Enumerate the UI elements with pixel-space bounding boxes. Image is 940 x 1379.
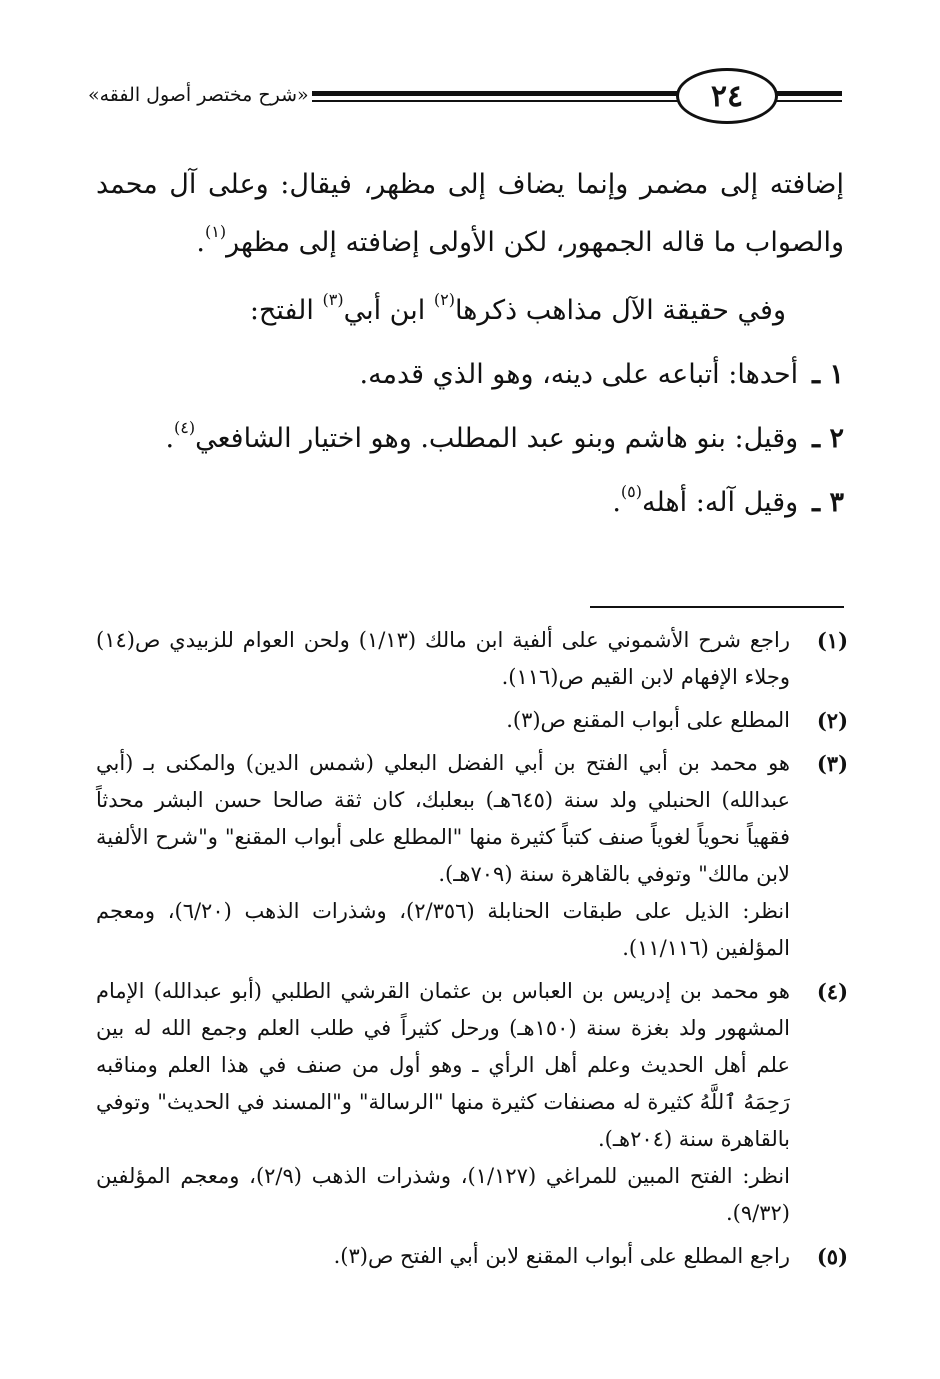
list-item-text <box>612 474 798 532</box>
footnote-1-para-1: راجع شرح الأشموني على ألفية ابن مالك (١/١٣) ولحن العوام للزبيدي ص(١٤) وجلاء الإفهام لابن القيم ص(١١٦). <box>96 628 790 689</box>
main-text <box>96 156 844 532</box>
footnote-number: (١) <box>816 628 848 653</box>
footnote-ref-1: (١) <box>205 222 227 241</box>
footnote-3-para-2: انظر: الذيل على طبقات الحنابلة (٢/٣٥٦)، وشذرات الذهب (٦/٢٠)، ومعجم المؤلفين (١١/١١٦). <box>96 899 790 960</box>
footnotes <box>96 622 848 1281</box>
footnote-1 <box>96 622 848 696</box>
paragraph-1-period: . <box>196 227 206 258</box>
footnote-text <box>96 745 790 967</box>
header-rule-right <box>772 91 842 104</box>
footnote-number: (٥) <box>816 1244 848 1269</box>
footnote-5 <box>96 1238 848 1275</box>
footnote-number: (٢) <box>816 708 848 733</box>
footnote-3 <box>96 745 848 967</box>
list-number: ٢ ـ <box>812 423 844 454</box>
footnote-4-para-2: انظر: الفتح المبين للمراغي (١/١٢٧)، وشذرات الذهب (٢/٩)، ومعجم المؤلفين (٩/٣٢). <box>96 1164 790 1225</box>
list-item-2 <box>96 410 844 468</box>
list-item-2-period: . <box>165 423 175 454</box>
paragraph-2 <box>96 282 844 340</box>
footnote-4-para-1: هو محمد بن إدريس بن العباس بن عثمان القرشي الطلبي (أبو عبدالله) الإمام المشهور ولد بغزة سنة (١٥٠هـ) ورحل كثيراً في طلب العلم وجمع الله له بين علم أهل الحديث وعلم أهل الرأي ـ وهو أول من صنف في هذا العلم ومناقبه رَحِمَهُ ٱللَّهُ كثيرة له مصنفات كثيرة منها "الرسالة" و"المسند في الحديث" وتوفي بالقاهرة سنة (٢٠٤هـ). <box>96 979 790 1151</box>
list-item-text <box>359 346 798 404</box>
list-item-3-period: . <box>612 487 621 518</box>
list-item-1 <box>96 346 844 404</box>
list-item-3 <box>96 474 844 532</box>
footnote-separator <box>590 606 844 608</box>
footnote-ref-3: (٣) <box>322 290 344 309</box>
paragraph-1 <box>96 156 844 272</box>
page-number: ٢٤ <box>710 78 744 114</box>
footnote-ref-4: (٤) <box>174 418 196 437</box>
paragraph-2-text-c: الفتح: <box>249 295 323 326</box>
footnote-text <box>96 1238 790 1275</box>
paragraph-2-text-a: وفي حقيقة الآل مذاهب ذكرها <box>454 295 786 326</box>
list-item-2-text: وقيل: بنو هاشم وبنو عبد المطلب. وهو اختيار الشافعي <box>195 423 799 454</box>
footnote-4 <box>96 973 848 1232</box>
list-item-text <box>165 410 798 468</box>
footnote-number: (٣) <box>816 751 848 776</box>
page-number-oval <box>676 68 778 124</box>
list-number: ١ ـ <box>812 359 844 390</box>
list-number: ٣ ـ <box>812 487 844 518</box>
footnote-number: (٤) <box>816 979 848 1004</box>
footnote-ref-5: (٥) <box>620 482 642 501</box>
header-rule-left <box>312 91 682 104</box>
running-title: «شرح مختصر أصول الفقه» <box>88 84 309 106</box>
footnote-2 <box>96 702 848 739</box>
footnote-text <box>96 622 790 696</box>
footnote-3-para-1: هو محمد بن أبي الفتح بن أبي الفضل البعلي (شمس الدين) والمكنى بـ (أبي عبدالله) الحنبلي ولد سنة (٦٤٥هـ) ببعلبك، كان ثقة صالحا حسن البشر محدثاً فقهياً نحوياً لغوياً صنف كتباً كثيرة منها "المطلع على أبواب المقنع" و"شرح الألفية لابن مالك" وتوفي بالقاهرة سنة (٧٠٩هـ). <box>96 751 791 886</box>
footnote-2-para-1: المطلع على أبواب المقنع ص(٣). <box>506 708 790 732</box>
footnote-text <box>96 973 790 1232</box>
paragraph-2-text-b: ابن أبي <box>343 295 434 326</box>
paragraph-1-text: إضافته إلى مضمر وإنما يضاف إلى مظهر، فيقال: وعلى آل محمد والصواب ما قاله الجمهور، لكن الأولى إضافته إلى مظهر <box>96 169 844 258</box>
footnote-5-para-1: راجع المطلع على أبواب المقنع لابن أبي الفتح ص(٣). <box>333 1244 790 1268</box>
list-item-3-text: وقيل آله: أهله <box>642 487 799 518</box>
footnote-text <box>96 702 790 739</box>
footnote-ref-2: (٢) <box>433 290 455 309</box>
list-item-1-text: أحدها: أتباعه على دينه، وهو الذي قدمه. <box>359 359 799 390</box>
